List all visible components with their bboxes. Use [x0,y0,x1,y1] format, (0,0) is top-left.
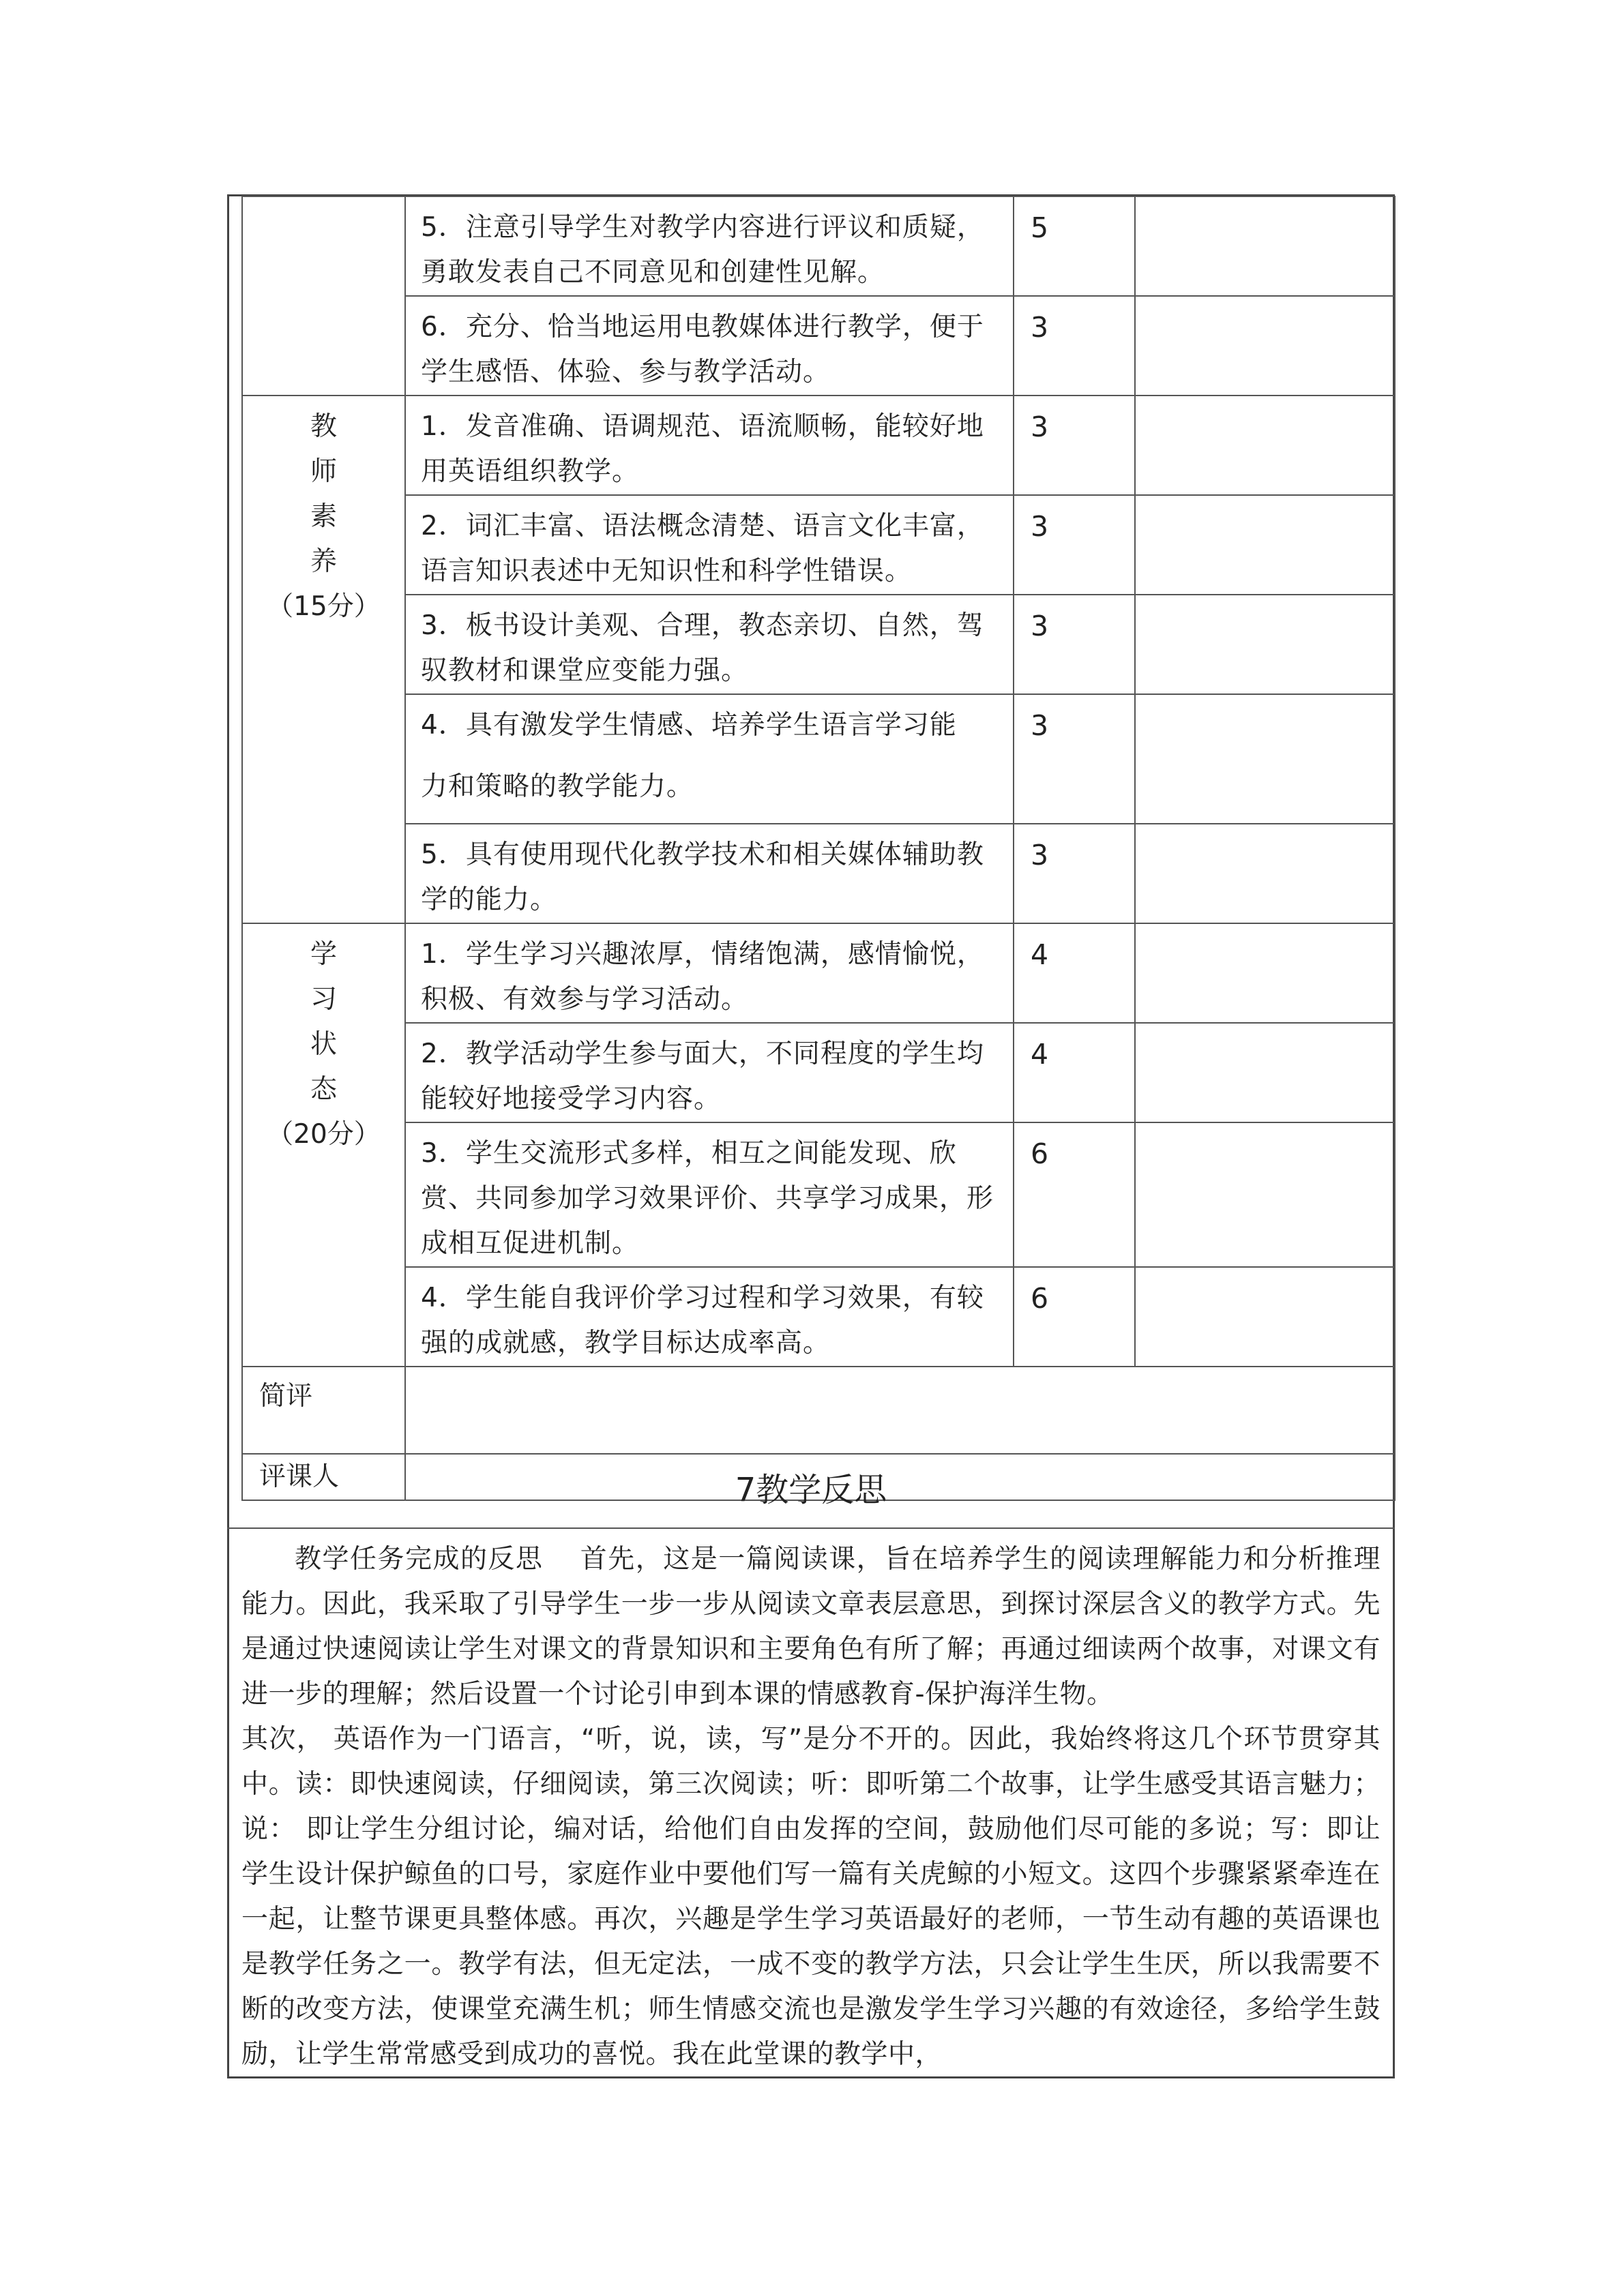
category-char: 学 [310,939,337,970]
table-row [242,824,1395,923]
category-learning-state [242,923,405,1367]
table-row [242,595,1395,694]
rating-cell[interactable] [1135,396,1395,495]
category-char: 教 [310,411,337,442]
score-cell: 3 [1014,396,1135,495]
category-char: 态 [310,1074,337,1105]
rating-cell[interactable] [1135,1122,1395,1267]
score-cell: 4 [1014,1023,1135,1122]
reflection-text [241,1537,1381,2077]
table-row [242,923,1395,1023]
criterion-cell: 5．具有使用现代化教学技术和相关媒体辅助教学的能力。 [405,824,1014,923]
criterion-cell: 2．词汇丰富、语法概念清楚、语言文化丰富，语言知识表述中无知识性和科学性错误。 [405,495,1014,595]
criterion-cell: 1．学生学习兴趣浓厚，情绪饱满，感情愉悦，积极、有效参与学习活动。 [405,923,1014,1023]
criterion-cell: 6．充分、恰当地运用电教媒体进行教学，便于学生感悟、体验、参与教学活动。 [405,296,1014,396]
evaluation-table [241,196,1396,1501]
table-row [242,296,1395,396]
category-cell-empty [242,196,405,396]
criterion-cell: 1．发音准确、语调规范、语流顺畅，能较好地用英语组织教学。 [405,396,1014,495]
rating-cell[interactable] [1135,1023,1395,1122]
criterion-line: 力和策略的教学能力。 [421,771,694,802]
rating-cell[interactable] [1135,1267,1395,1367]
table-row [242,495,1395,595]
category-teacher-quality [242,396,405,923]
category-points: （15分） [267,591,381,622]
evaluator-label: 评课人 [242,1454,405,1500]
section-title: 7教学反思 [735,1471,887,1509]
rating-cell[interactable] [1135,296,1395,396]
category-char: 素 [310,501,337,532]
criterion-cell: 5．注意引导学生对教学内容进行评议和质疑，勇敢发表自己不同意见和创建性见解。 [405,196,1014,296]
category-char: 师 [310,456,337,487]
table-row [242,196,1395,296]
rating-cell[interactable] [1135,196,1395,296]
score-cell: 5 [1014,196,1135,296]
criterion-cell: 2．教学活动学生参与面大，不同程度的学生均能较好地接受学习内容。 [405,1023,1014,1122]
reflection-paragraph: 其次， 英语作为一门语言，“听，说，读，写”是分不开的。因此，我始终将这几个环节贯穿其中。读：即快速阅读，仔细阅读，第三次阅读；听：即听第二个故事，让学生感受其语言魅力；说： 即让学生分组讨论，编对话，给他们自由发挥的空间，鼓励他们尽可能的多说；写：即让学生设计保护鲸鱼的口号，家庭作业中要他们写一篇有关虎鲸的小短文。这四个步骤紧紧牵连在一起，让整节课更具整体感。再次，兴趣是学生学习英语最好的老师，一节生动有趣的英语课也是教学任务之一。教学有法，但无定法，一成不变的教学方法，只会让学生生厌，所以我需要不断的改变方法，使课堂充满生机；师生情感交流也是激发学生学习兴趣的有效途径，多给学生鼓励，让学生常常感受到成功的喜悦。我在此堂课的教学中， [241,1724,1381,2070]
rating-cell[interactable] [1135,595,1395,694]
divider [227,1527,1395,1529]
criterion-cell [405,694,1014,824]
score-cell: 3 [1014,824,1135,923]
rating-cell[interactable] [1135,824,1395,923]
score-cell: 3 [1014,495,1135,595]
brief-comment-field[interactable] [405,1367,1395,1454]
score-cell: 3 [1014,595,1135,694]
score-cell: 3 [1014,296,1135,396]
table-row [242,1023,1395,1122]
criterion-line: 4．具有激发学生情感、培养学生语言学习能 [421,710,957,741]
rating-cell[interactable] [1135,923,1395,1023]
table-row [242,396,1395,495]
rating-cell[interactable] [1135,495,1395,595]
score-cell: 4 [1014,923,1135,1023]
category-char: 习 [310,984,337,1015]
category-char: 养 [310,546,337,577]
rating-cell[interactable] [1135,694,1395,824]
table-row [242,694,1395,824]
brief-comment-label: 简评 [242,1367,405,1454]
category-char: 状 [310,1029,337,1060]
table-row [242,1122,1395,1267]
score-cell: 3 [1014,694,1135,824]
score-cell: 6 [1014,1267,1135,1367]
category-points: （20分） [267,1119,381,1150]
criterion-cell: 3．学生交流形式多样，相互之间能发现、欣赏、共同参加学习效果评价、共享学习成果，形成相互促进机制。 [405,1122,1014,1267]
score-cell: 6 [1014,1122,1135,1267]
table-row [242,1267,1395,1367]
table-row [242,1367,1395,1454]
reflection-paragraph: 教学任务完成的反思 首先，这是一篇阅读课，旨在培养学生的阅读理解能力和分析推理能力。因此，我采取了引导学生一步一步从阅读文章表层意思，到探讨深层含义的教学方式。先是通过快速阅读让学生对课文的背景知识和主要角色有所了解；再通过细读两个故事，对课文有进一步的理解；然后设置一个讨论引申到本课的情感教育-保护海洋生物。 [241,1544,1381,1710]
criterion-cell: 3．板书设计美观、合理，教态亲切、自然，驾驭教材和课堂应变能力强。 [405,595,1014,694]
criterion-cell: 4．学生能自我评价学习过程和学习效果，有较强的成就感，教学目标达成率高。 [405,1267,1014,1367]
